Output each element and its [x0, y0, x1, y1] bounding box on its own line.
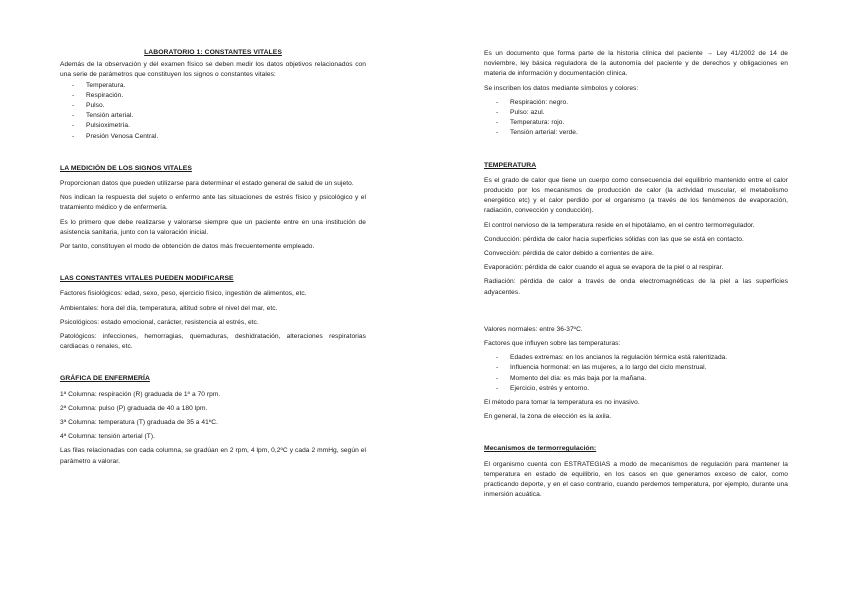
list-item: - Ejercicio, estrés y entorno. [484, 384, 788, 394]
list-item: - Momento del día: es más baja por la mañana. [484, 374, 788, 384]
paragraph: 2ª Columna: pulso (P) graduada de 40 a 180 lpm. [60, 404, 208, 412]
paragraph: El control nervioso de la temperatura reside en el hipotálamo, en el centro termorregulador. [484, 221, 755, 229]
list-item: - Pulso: azul. [484, 108, 788, 118]
paragraph: Proporcionan datos que pueden utilizarse para determinar el estado general de salud de un sujeto. [60, 180, 354, 188]
paragraph: El organismo cuenta con ESTRATEGIAS a modo de mecanismos de regulación para mantener la temperatura en estado de equilibrio, en los casos en que generamos exceso de calor, como practicando deporte, y en el caso contrario, cuando perdemos temperatura, por ejemplo, durante una inmersión acuática. [484, 460, 788, 499]
paragraph: Se inscriben los datos mediante símbolos y colores: [484, 84, 639, 92]
section-heading-measurement: LA MEDICIÓN DE LOS SIGNOS VITALES [60, 164, 192, 172]
paragraph: En general, la zona de elección es la axila. [484, 413, 612, 421]
paragraph: Convección: pérdida de calor debido a corrientes de aire. [484, 250, 654, 258]
list-item: - Respiración. [60, 91, 366, 101]
section-heading-thermoregulation: Mecanismos de termorregulación: [484, 445, 597, 453]
paragraph: 1ª Columna: respiración (R) graduada de 1º a 70 rpm. [60, 390, 221, 398]
list-item: - Edades extremas: en los ancianos la regulación térmica está ralentizada. [484, 353, 788, 363]
paragraph: Psicológicos: estado emocional, carácter, resistencia al estrés, etc. [60, 318, 259, 326]
paragraph: Conducción: pérdida de calor hacia superficies sólidas con las que se está en contacto. [484, 235, 744, 243]
paragraph: 3ª Columna: temperatura (T) graduada de 35 a 41ºC. [60, 419, 218, 427]
section-heading-modifiers: LAS CONSTANTES VITALES PUEDEN MODIFICARSE [60, 275, 234, 283]
list-item: - Temperatura: rojo. [484, 118, 788, 128]
paragraph: Es lo primero que debe realizarse y valorarse siempre que un paciente entre en una institución de asistencia sanitaria, junto con la valoración inicial. [60, 218, 366, 236]
paragraph: Factores fisiológicos: edad, sexo, peso, ejercicio físico, ingestión de alimentos, etc. [60, 290, 307, 298]
paragraph: Factores que influyen sobre las temperaturas: [484, 340, 621, 348]
paragraph: Es un documento que forma parte de la historia clínica del paciente → Ley 41/2002 de 14 de noviembre, ley básica reguladora de la autonomía del paciente y de derechos y obligaciones en materia de información y documentación clínica. [484, 50, 788, 78]
right-column [484, 49, 788, 501]
list-item: - Presión Venosa Central. [60, 132, 366, 142]
paragraph: El método para tomar la temperatura es no invasivo. [484, 399, 640, 407]
list-item: - Pulsioximetría. [60, 121, 366, 131]
vital-signs-list [60, 81, 366, 142]
paragraph: Evaporación: pérdida de calor cuando el agua se evapora de la piel o al respirar. [484, 264, 724, 272]
section-heading-chart: GRÁFICA DE ENFERMERÍA [60, 375, 150, 383]
list-item: - Pulso. [60, 101, 366, 111]
list-item: - Tensión arterial. [60, 111, 366, 121]
paragraph: Valores normales: entre 36-37ºC. [484, 325, 583, 333]
list-item: - Influencia hormonal: en las mujeres, a lo largo del ciclo menstrual. [484, 363, 788, 373]
intro-paragraph: Además de la observación y del examen físico se deben medir los datos objetivos relacionados con una serie de parámetros que constituyen los signos o constantes vitales: [60, 61, 366, 79]
list-item: - Temperatura. [60, 81, 366, 91]
paragraph: Ambientales: hora del día, temperatura, altitud sobre el nivel del mar, etc. [60, 304, 278, 312]
paragraph: Patológicos: infecciones, hemorragias, quemaduras, deshidratación, alteraciones respiratorias cardiacas o renales, etc. [60, 333, 366, 351]
paragraph: Por tanto, constituyen el modo de obtención de datos más frecuentemente empleado. [60, 243, 315, 251]
symbols-list [484, 98, 788, 139]
paragraph: Radiación: pérdida de calor a través de onda electromagnéticas de la piel a las superficies adyacentes. [484, 278, 788, 296]
paragraph: Es el grado de calor que tiene un cuerpo como consecuencia del equilibrio mantenido entre el calor producido por los mecanismos de producción de calor (la actividad muscular, el metabolismo energético etc) y el calor perdido por el organismo (a través de los fenómenos de evaporación, radiación, convección y conducción). [484, 176, 788, 215]
document-title: LABORATORIO 1: CONSTANTES VITALES [144, 49, 282, 56]
section-heading-temperature: TEMPERATURA [484, 161, 537, 169]
list-item: - Tensión arterial: verde. [484, 128, 788, 138]
paragraph: Las filas relacionadas con cada columna, se gradúan en 2 rpm, 4 lpm, 0,2ºC y cada 2 mmHg, según el parámetro a valorar. [60, 447, 366, 465]
left-column [60, 48, 366, 467]
paragraph: 4ª Columna: tensión arterial (T). [60, 433, 155, 441]
paragraph: Nos indican la respuesta del sujeto o enfermo ante las situaciones de estrés físico y psicológico y el tratamiento médico y de enfermería. [60, 194, 366, 212]
factors-list [484, 353, 788, 394]
list-item: - Respiración: negro. [484, 98, 788, 108]
